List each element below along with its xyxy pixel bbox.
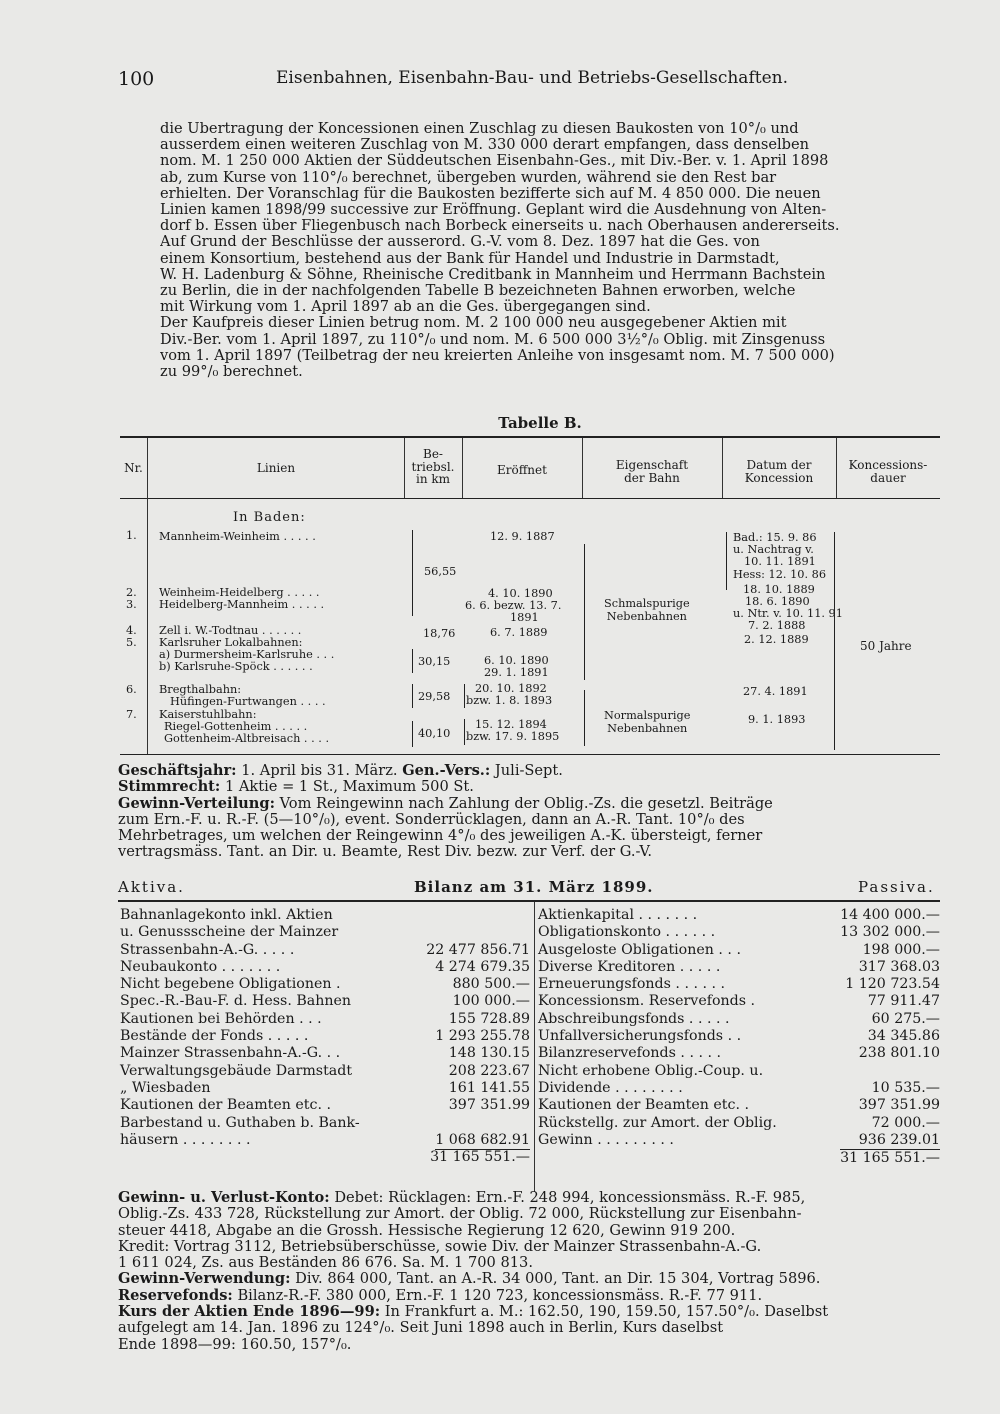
balance-row bbox=[120, 1097, 530, 1114]
fact-label: Stimmrecht: bbox=[118, 778, 221, 796]
fact-label: Gewinn-Verteilung: bbox=[118, 794, 275, 812]
text-line: ab, zum Kurse von 110°/₀ berechnet, übergeben wurden, während sie den Rest bar bbox=[160, 169, 777, 186]
header-line: in km bbox=[415, 472, 451, 486]
closing-text: Debet: Rücklagen: Ern.-F. 248 994, koncessionsmäss. R.-F. 985, bbox=[329, 1189, 806, 1206]
line-name: b) Karlsruhe-Spöck . . . . . . bbox=[159, 660, 313, 673]
col-header-datum bbox=[722, 459, 836, 484]
fact-text: Vom Reingewinn nach Zahlung der Oblig.-Zs. die gesetzl. Beiträge bbox=[274, 794, 773, 812]
balance-row bbox=[120, 1132, 530, 1149]
balance-amount: 880 500.— bbox=[452, 976, 530, 993]
passiva-total: 31 165 551.— bbox=[840, 1150, 940, 1167]
fact-label: Gen.-Vers.: bbox=[402, 762, 491, 779]
opened-date: 15. 12. 1894 bbox=[475, 718, 547, 731]
balance-label: Barbestand u. Guthaben b. Bank- bbox=[120, 1114, 360, 1131]
aktiva-total: 31 165 551.— bbox=[430, 1149, 530, 1166]
closing-line bbox=[118, 1223, 828, 1239]
col-header-betrieb bbox=[404, 448, 462, 486]
brace bbox=[412, 530, 413, 616]
closing-label: Gewinn-Verwendung: bbox=[118, 1270, 291, 1288]
text-line: einem Konsortium, bestehend aus der Bank für Handel und Industrie in Darmstadt, bbox=[160, 250, 780, 267]
balance-label: Abschreibungsfonds . . . . . bbox=[538, 1010, 730, 1027]
balance-label: Bahnanlagekonto inkl. Aktien bbox=[120, 907, 333, 923]
balance-label: Aktienkapital . . . . . . . bbox=[538, 907, 698, 923]
balance-row bbox=[120, 959, 530, 976]
brace bbox=[584, 690, 585, 746]
balance-total-row bbox=[120, 1149, 530, 1166]
closing-line bbox=[118, 1239, 828, 1255]
closing-label: Kurs der Aktien Ende 1896—99: bbox=[118, 1303, 381, 1321]
balance-row bbox=[538, 907, 940, 924]
line-name: Kaiserstuhlbahn: bbox=[159, 708, 257, 721]
header-line: dauer bbox=[870, 470, 906, 485]
col-header-eigenschaft bbox=[582, 459, 722, 484]
balance-label: Kautionen der Beamten etc. . bbox=[538, 1097, 749, 1114]
balance-row bbox=[538, 993, 940, 1010]
closing-line bbox=[118, 1271, 828, 1287]
aktiva-list bbox=[120, 907, 530, 1166]
opened-date: 6. 10. 1890 bbox=[484, 654, 549, 667]
concession-date: u. Nachtrag v. bbox=[733, 543, 814, 556]
balance-row bbox=[120, 1063, 530, 1080]
balance-row bbox=[120, 1115, 530, 1132]
balance-amount: 148 130.15 bbox=[448, 1045, 530, 1062]
fact-line bbox=[118, 844, 773, 860]
fact-text: vertragsmäss. Tant. an Dir. u. Beamte, Rest Div. bezw. zur Verf. der G.-V. bbox=[118, 843, 652, 861]
text-line: die Übertragung der Koncessionen einen Zuschlag zu diesen Baukosten von 10°/₀ und bbox=[160, 121, 799, 137]
balance-amount: 1 068 682.91 bbox=[435, 1132, 530, 1150]
header-line: Be- bbox=[423, 447, 443, 461]
concession-date: u. Ntr. v. 10. 11. 91 bbox=[733, 607, 843, 620]
balance-amount: 155 728.89 bbox=[448, 1010, 530, 1027]
table-header-rule bbox=[120, 498, 940, 499]
balance-label: Verwaltungsgebäude Darmstadt bbox=[120, 1062, 353, 1079]
closing-text: In Frankfurt a. M.: 162.50, 190, 159.50, 157.50°/₀. Daselbst bbox=[380, 1303, 829, 1321]
brace bbox=[834, 532, 835, 750]
balance-label: Bestände der Fonds . . . . . bbox=[120, 1028, 309, 1045]
col-divider bbox=[147, 438, 148, 754]
fact-text: 1 Aktie = 1 St., Maximum 500 St. bbox=[220, 778, 474, 796]
line-name: Mannheim-Weinheim . . . . . bbox=[159, 530, 316, 543]
balance-amount: 14 400 000.— bbox=[840, 907, 940, 923]
balance-row bbox=[538, 1045, 940, 1062]
balance-amount: 936 239.01 bbox=[858, 1131, 940, 1148]
concession-date: Bad.: 15. 9. 86 bbox=[733, 531, 817, 544]
balance-divider bbox=[534, 902, 535, 1192]
text-line: zu Berlin, die in der nachfolgenden Tabelle B bezeichneten Bahnen erworben, welche bbox=[160, 283, 796, 300]
balance-label: Bilanzreservefonds . . . . . bbox=[538, 1045, 722, 1062]
closing-line bbox=[118, 1288, 828, 1304]
km-value: 18,76 bbox=[423, 627, 456, 640]
balance-row bbox=[538, 942, 940, 959]
line-name: Riegel-Gottenheim . . . . . bbox=[164, 720, 308, 733]
km-value: 40,10 bbox=[418, 727, 451, 740]
balance-label: Rückstellg. zur Amort. der Oblig. bbox=[538, 1114, 777, 1131]
line-name: Bregthalbahn: bbox=[159, 683, 242, 696]
fact-line bbox=[118, 828, 773, 844]
brace bbox=[412, 721, 413, 747]
text-line: Der Kaufpreis dieser Linien betrug nom. M. 2 100 000 neu ausgegebener Aktien mit bbox=[160, 315, 787, 332]
table-top-rule bbox=[120, 436, 940, 438]
closing-section bbox=[118, 1190, 828, 1353]
rail-type bbox=[604, 598, 690, 623]
text-line: dorf b. Essen über Fliegenbusch nach Borbeck einerseits u. nach Oberhausen andererseits. bbox=[160, 218, 840, 235]
line-name: Heidelberg-Mannheim . . . . . bbox=[159, 598, 325, 611]
opened-date: 4. 10. 1890 bbox=[488, 587, 553, 600]
col-header-dauer bbox=[836, 459, 940, 484]
text-line: vom 1. April 1897 (Teilbetrag der neu kreierten Anleihe von insgesamt nom. M. 7 500 000) bbox=[160, 347, 835, 364]
concession-date: 10. 11. 1891 bbox=[744, 555, 816, 568]
balance-label: Nicht erhobene Oblig.-Coup. u. bbox=[538, 1062, 764, 1079]
fact-line bbox=[118, 779, 773, 795]
fact-text: Mehrbetrages, um welchen der Reingewinn 4°/₀ des jeweiligen A.-K. übersteigt, ferner bbox=[118, 827, 763, 845]
header-line: Datum der bbox=[746, 458, 812, 472]
text-line: Linien kamen 1898/99 successive zur Eröffnung. Geplant wird die Ausdehnung von Alten- bbox=[160, 202, 827, 219]
balance-label: Gewinn . . . . . . . . . bbox=[538, 1131, 674, 1148]
balance-row bbox=[538, 976, 940, 993]
closing-line bbox=[118, 1206, 828, 1222]
balance-amount: 238 801.10 bbox=[858, 1045, 940, 1062]
brace bbox=[464, 684, 465, 708]
balance-amount: 208 223.67 bbox=[448, 1062, 530, 1079]
balance-row bbox=[120, 976, 530, 993]
text-line: W. H. Ladenburg & Söhne, Rheinische Creditbank in Mannheim und Herrmann Bachstein bbox=[160, 266, 826, 283]
line-name: Gottenheim-Altbreisach . . . . bbox=[164, 732, 330, 745]
balance-row bbox=[538, 959, 940, 976]
opened-date: 20. 10. 1892 bbox=[475, 682, 547, 695]
balance-label: Erneuerungsfonds . . . . . . bbox=[538, 976, 726, 993]
text-line: Div.-Ber. vom 1. April 1897, zu 110°/₀ und nom. M. 6 500 000 3½°/₀ Oblig. mit Zinsgenuss bbox=[160, 331, 826, 348]
balance-row bbox=[538, 1028, 940, 1045]
balance-amount: 1 120 723.54 bbox=[845, 976, 940, 993]
balance-amount: 4 274 679.35 bbox=[435, 958, 530, 975]
line-name: Weinheim-Heidelberg . . . . . bbox=[159, 586, 320, 599]
aktiva-label: Aktiva. bbox=[118, 878, 185, 896]
concession-date: 18. 6. 1890 bbox=[745, 595, 810, 608]
opened-date: 12. 9. 1887 bbox=[490, 530, 555, 543]
balance-label: Ausgeloste Obligationen . . . bbox=[538, 941, 741, 958]
balance-top-rule bbox=[118, 900, 940, 902]
balance-label: Dividende . . . . . . . . bbox=[538, 1079, 683, 1096]
closing-text: 1 611 024, Zs. aus Beständen 86 676. Sa. M. 1 700 813. bbox=[118, 1254, 533, 1272]
balance-row bbox=[120, 907, 530, 924]
col-header-linien: Linien bbox=[256, 461, 296, 475]
fact-line bbox=[118, 763, 773, 779]
balance-label: häusern . . . . . . . . bbox=[120, 1131, 251, 1148]
balance-row bbox=[538, 1080, 940, 1097]
row-nr: 2. bbox=[126, 586, 137, 599]
fact-line bbox=[118, 796, 773, 812]
rail-type-line: Schmalspurige bbox=[604, 597, 690, 610]
balance-label: Kautionen bei Behörden . . . bbox=[120, 1010, 322, 1027]
balance-row bbox=[120, 1045, 530, 1062]
balance-total-row bbox=[538, 1149, 940, 1166]
page-number: 100 bbox=[118, 68, 155, 90]
brace bbox=[464, 719, 465, 745]
closing-line bbox=[118, 1320, 828, 1336]
balance-label: Obligationskonto . . . . . . bbox=[538, 924, 716, 941]
concession-date: Hess: 12. 10. 86 bbox=[733, 568, 827, 581]
row-nr: 3. bbox=[126, 598, 137, 611]
balance-row bbox=[120, 1011, 530, 1028]
row-nr: 4. bbox=[126, 624, 137, 637]
balance-amount: 34 345.86 bbox=[867, 1028, 940, 1045]
header-line: Koncession bbox=[744, 470, 814, 485]
rail-type bbox=[604, 710, 690, 735]
concession-date: 27. 4. 1891 bbox=[743, 685, 808, 698]
closing-label: Reservefonds: bbox=[118, 1286, 233, 1304]
header-line: Koncessions- bbox=[848, 458, 928, 472]
concession-date: 9. 1. 1893 bbox=[748, 713, 806, 726]
balance-label: Koncessionsm. Reservefonds . bbox=[538, 993, 756, 1010]
col-header-nr: Nr. bbox=[124, 461, 143, 475]
line-name: Hüfingen-Furtwangen . . . . bbox=[170, 695, 326, 708]
balance-label: Mainzer Strassenbahn-A.-G. . . bbox=[120, 1045, 341, 1062]
balance-amount: 317 368.03 bbox=[858, 958, 940, 975]
balance-row bbox=[120, 942, 530, 959]
balance-label: Strassenbahn-A.-G. . . . . bbox=[120, 941, 295, 958]
text-line: zu 99°/₀ berechnet. bbox=[160, 364, 303, 381]
row-nr: 5. bbox=[126, 636, 137, 649]
closing-text: steuer 4418, Abgabe an die Grossh. Hessische Regierung 12 620, Gewinn 919 200. bbox=[118, 1221, 736, 1239]
header-line: triebsl. bbox=[411, 459, 455, 474]
closing-line bbox=[118, 1190, 828, 1206]
opened-date: bzw. 1. 8. 1893 bbox=[466, 694, 553, 707]
brace bbox=[412, 684, 413, 708]
row-nr: 1. bbox=[126, 529, 137, 542]
km-value: 56,55 bbox=[424, 565, 457, 578]
opened-date: 1891 bbox=[510, 611, 539, 624]
line-name: Karlsruher Lokalbahnen: bbox=[159, 636, 303, 649]
balance-row bbox=[120, 1080, 530, 1097]
opened-date: 6. 7. 1889 bbox=[490, 626, 548, 639]
opened-date: 29. 1. 1891 bbox=[484, 666, 549, 679]
balance-label: Spec.-R.-Bau-F. d. Hess. Bahnen bbox=[120, 993, 352, 1010]
closing-line bbox=[118, 1255, 828, 1271]
closing-text: Ende 1898—99: 160.50, 157°/₀. bbox=[118, 1335, 352, 1353]
row-nr: 6. bbox=[126, 683, 137, 696]
header-line: Eigenschaft bbox=[615, 458, 689, 472]
km-value: 29,58 bbox=[418, 690, 451, 703]
brace bbox=[726, 532, 727, 590]
text-line: ausserdem einen weiteren Zuschlag von M. 330 000 derart empfangen, dass denselben bbox=[160, 137, 810, 154]
row-nr: 7. bbox=[126, 708, 137, 721]
closing-text: aufgelegt am 14. Jan. 1896 zu 124°/₀. Seit Juni 1898 auch in Berlin, Kurs daselbst bbox=[118, 1319, 724, 1337]
fact-text: zum Ern.-F. u. R.-F. (5—10°/₀), event. Sonderrücklagen, dann an A.-R. Tant. 10°/₀ des bbox=[118, 810, 745, 828]
balance-label: u. Genussscheine der Mainzer bbox=[120, 924, 339, 941]
closing-label: Gewinn- u. Verlust-Konto: bbox=[118, 1189, 330, 1206]
closing-text: Bilanz-R.-F. 380 000, Ern.-F. 1 120 723, koncessionsmäss. R.-F. 77 911. bbox=[232, 1286, 763, 1304]
balance-amount: 1 293 255.78 bbox=[435, 1028, 530, 1045]
balance-amount: 100 000.— bbox=[452, 993, 530, 1010]
passiva-list bbox=[538, 907, 940, 1166]
closing-text: Div. 864 000, Tant. an A.-R. 34 000, Tant. an Dir. 15 304, Vortrag 5896. bbox=[290, 1270, 821, 1288]
running-title: Eisenbahnen, Eisenbahn-Bau- und Betriebs-Gesellschaften. bbox=[276, 68, 788, 88]
balance-row bbox=[538, 1097, 940, 1114]
table-bottom-rule bbox=[120, 754, 940, 755]
balance-label: Unfallversicherungsfonds . . bbox=[538, 1028, 742, 1045]
balance-amount: 198 000.— bbox=[862, 941, 940, 958]
text-line: Auf Grund der Beschlüsse der ausserord. G.-V. vom 8. Dez. 1897 hat die Ges. von bbox=[160, 234, 760, 251]
balance-label: Diverse Kreditoren . . . . . bbox=[538, 958, 721, 975]
balance-amount: 72 000.— bbox=[871, 1114, 940, 1131]
fact-text: 1. April bis 31. März. bbox=[236, 762, 403, 779]
balance-label: „ Wiesbaden bbox=[120, 1079, 211, 1096]
page-header bbox=[118, 68, 788, 90]
concession-date: 18. 10. 1889 bbox=[743, 583, 815, 596]
table-title: Tabelle B. bbox=[498, 414, 582, 432]
opened-date: bzw. 17. 9. 1895 bbox=[466, 730, 560, 743]
balance-label: Nicht begebene Obligationen . bbox=[120, 976, 341, 993]
header-line: der Bahn bbox=[624, 470, 680, 485]
balance-row bbox=[120, 1028, 530, 1045]
section-label: In Baden: bbox=[233, 510, 306, 525]
balance-amount: 60 275.— bbox=[871, 1010, 940, 1027]
balance-title: Bilanz am 31. März 1899. bbox=[414, 878, 654, 896]
concession-duration: 50 Jahre bbox=[860, 639, 912, 653]
rail-type-line: Normalspurige bbox=[604, 709, 691, 722]
km-value: 30,15 bbox=[418, 655, 451, 668]
balance-row bbox=[538, 1063, 940, 1080]
col-header-eroeffnet: Eröffnet bbox=[497, 463, 547, 477]
balance-amount: 397 351.99 bbox=[858, 1097, 940, 1114]
balance-amount: 77 911.47 bbox=[867, 993, 940, 1010]
fact-label: Geschäftsjahr: bbox=[118, 762, 237, 779]
text-line: erhielten. Der Voranschlag für die Baukosten bezifferte sich auf M. 4 850 000. Die neuen bbox=[160, 185, 821, 202]
balance-amount: 13 302 000.— bbox=[840, 924, 940, 941]
fact-line bbox=[118, 812, 773, 828]
text-line: nom. M. 1 250 000 Aktien der Süddeutschen Eisenbahn-Ges., mit Div.-Ber. v. 1. April 1898 bbox=[160, 153, 829, 170]
text-line: mit Wirkung vom 1. April 1897 ab an die Ges. übergegangen sind. bbox=[160, 299, 651, 316]
balance-row bbox=[120, 993, 530, 1010]
closing-line bbox=[118, 1304, 828, 1320]
intro-paragraph bbox=[160, 121, 940, 380]
closing-text: Oblig.-Zs. 433 728, Rückstellung zur Amort. der Oblig. 72 000, Rückstellung zur Eisenbahn- bbox=[118, 1205, 802, 1223]
concession-date: 7. 2. 1888 bbox=[748, 619, 806, 632]
rail-type-line: Nebenbahnen bbox=[607, 721, 688, 735]
company-facts bbox=[118, 763, 773, 861]
line-name: a) Durmersheim-Karlsruhe . . . bbox=[159, 648, 335, 661]
balance-amount: 10 535.— bbox=[871, 1079, 940, 1096]
balance-row bbox=[120, 924, 530, 941]
closing-text: Kredit: Vortrag 3112, Betriebsüberschüsse, sowie Div. der Mainzer Strassenbahn-A.-G. bbox=[118, 1237, 762, 1255]
rail-type-line: Nebenbahnen bbox=[606, 609, 687, 623]
balance-label: Kautionen der Beamten etc. . bbox=[120, 1097, 331, 1114]
balance-row bbox=[538, 1011, 940, 1028]
balance-label: Neubaukonto . . . . . . . bbox=[120, 958, 281, 975]
balance-row bbox=[538, 1132, 940, 1149]
fact-text: Juli-Sept. bbox=[490, 762, 563, 779]
closing-line bbox=[118, 1337, 828, 1353]
brace bbox=[584, 544, 585, 680]
opened-date: 6. 6. bezw. 13. 7. bbox=[465, 599, 562, 612]
balance-row bbox=[538, 1115, 940, 1132]
brace bbox=[412, 649, 413, 673]
passiva-label: Passiva. bbox=[858, 878, 935, 896]
balance-amount: 22 477 856.71 bbox=[426, 941, 530, 958]
balance-amount: 397 351.99 bbox=[448, 1097, 530, 1114]
balance-row bbox=[538, 924, 940, 941]
concession-date: 2. 12. 1889 bbox=[744, 633, 809, 646]
line-name: Zell i. W.-Todtnau . . . . . . bbox=[159, 624, 302, 637]
balance-amount: 161 141.55 bbox=[448, 1079, 530, 1096]
